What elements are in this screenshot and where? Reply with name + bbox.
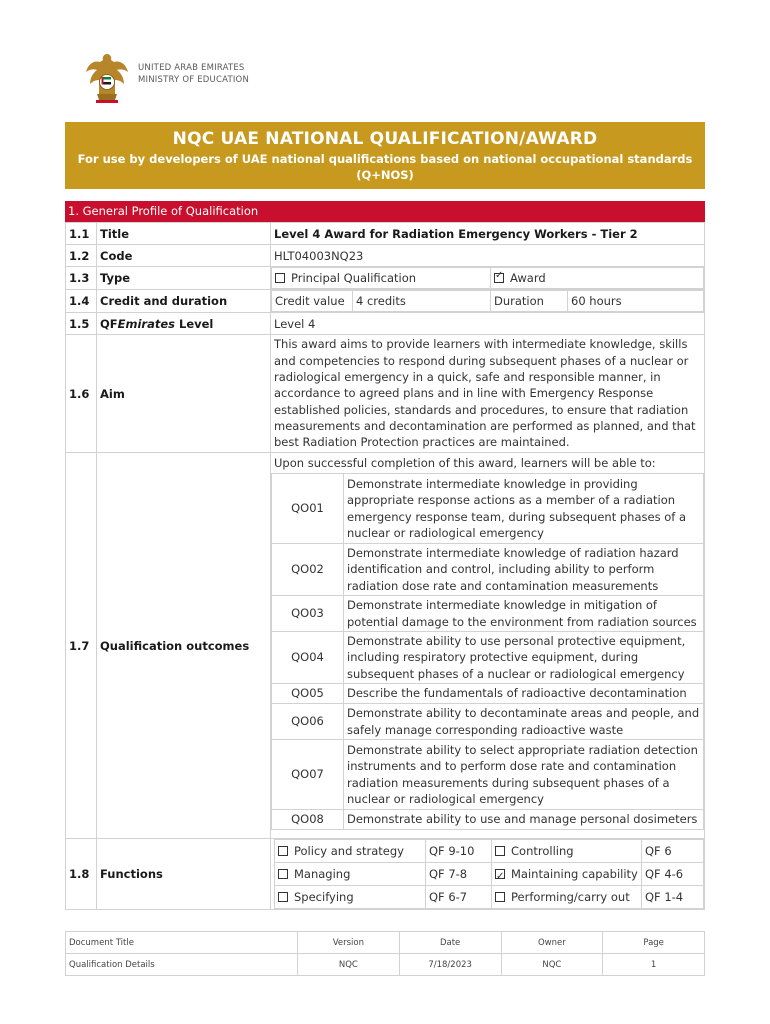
footer-value: Qualification Details <box>66 954 298 976</box>
outcome-code: QO06 <box>272 704 344 740</box>
outcomes-intro: Upon successful completion of this award, learners will be able to: <box>274 456 656 470</box>
outcome-code: QO08 <box>272 810 344 830</box>
row-number: 1.4 <box>66 290 97 313</box>
row-label: Title <box>97 223 271 245</box>
footer-header: Document Title <box>66 932 298 954</box>
row-label: Code <box>97 245 271 267</box>
row-functions <box>66 839 705 910</box>
outcome-row <box>272 810 704 830</box>
footer-header: Version <box>298 932 400 954</box>
row-number: 1.8 <box>66 839 97 910</box>
duration-label: Duration <box>491 291 568 312</box>
row-type <box>66 267 705 290</box>
aim-value: This award aims to provide learners with intermediate knowledge, skills and competencies to respond during subsequent phases of a nuclear or radiological emergency in a quick, safe and responsible manner, in accordance to agreed plans and in line with Emergency Response established policies, standards and procedures, to ensure that radiation measurements and decontamination are performed as planned, and that best Radiation Protection practices are maintained. <box>271 335 705 453</box>
row-number: 1.6 <box>66 335 97 453</box>
row-label: QFEmirates Level <box>97 313 271 335</box>
footer-value-row <box>66 954 705 976</box>
function-maintaining[interactable]: ✓ Maintaining capability <box>492 863 642 886</box>
outcome-code: QO07 <box>272 740 344 810</box>
row-number: 1.7 <box>66 453 97 839</box>
checkbox-unchecked-icon[interactable] <box>275 273 285 283</box>
checkbox-checked-icon[interactable] <box>494 273 504 283</box>
outcome-text: Demonstrate ability to use and manage personal dosimeters <box>344 810 704 830</box>
title-value: Level 4 Award for Radiation Emergency Workers - Tier 2 <box>271 223 705 245</box>
qualification-profile-table <box>65 222 705 910</box>
checkbox-unchecked-icon[interactable] <box>278 846 288 856</box>
outcomes-table <box>271 473 704 830</box>
outcome-text: Demonstrate ability to select appropriate radiation detection instruments and to perform dose rate and contamination radiation measurements during subsequent phases of a nuclear or radiological emergency <box>344 740 704 810</box>
credit-label: Credit value <box>272 291 353 312</box>
function-qf: QF 4-6 <box>642 863 704 886</box>
title-banner <box>65 122 705 189</box>
function-qf: QF 9-10 <box>426 840 492 863</box>
row-outcomes <box>66 453 705 839</box>
outcome-row <box>272 596 704 632</box>
function-specifying[interactable]: Specifying <box>275 886 426 909</box>
function-performing[interactable]: Performing/carry out <box>492 886 642 909</box>
outcome-text: Demonstrate intermediate knowledge in providing appropriate response actions as a member of a radiation emergency response team, during subsequent phases of a nuclear or radiological emergency <box>344 474 704 544</box>
row-credit-duration <box>66 290 705 313</box>
row-number: 1.3 <box>66 267 97 290</box>
banner-subtitle: For use by developers of UAE national qualifications based on national occupational standards (Q+NOS) <box>77 152 693 182</box>
document-footer <box>65 931 705 976</box>
outcome-row <box>272 740 704 810</box>
outcome-text: Demonstrate ability to use personal protective equipment, including respiratory protective equipment, during subsequent phases of a nuclear or radiological emergency <box>344 632 704 684</box>
checkbox-unchecked-icon[interactable] <box>495 846 505 856</box>
functions-grid <box>274 839 704 909</box>
function-managing[interactable]: Managing <box>275 863 426 886</box>
row-label: Qualification outcomes <box>97 453 271 839</box>
checkbox-checked-icon[interactable] <box>495 869 505 879</box>
row-aim <box>66 335 705 453</box>
type-option-award[interactable]: ✓ Award <box>491 268 704 289</box>
outcome-row <box>272 632 704 684</box>
function-qf: QF 6 <box>642 840 704 863</box>
ministry-logo <box>84 50 284 108</box>
outcome-row <box>272 544 704 596</box>
outcome-code: QO03 <box>272 596 344 632</box>
outcome-code: QO05 <box>272 684 344 704</box>
outcome-text: Demonstrate intermediate knowledge in mitigation of potential damage to the environment from radiation sources <box>344 596 704 632</box>
footer-header: Owner <box>501 932 603 954</box>
footer-header: Page <box>603 932 705 954</box>
footer-value: 7/18/2023 <box>399 954 501 976</box>
function-controlling[interactable]: Controlling <box>492 840 642 863</box>
function-qf: QF 7-8 <box>426 863 492 886</box>
function-qf: QF 6-7 <box>426 886 492 909</box>
duration-value: 60 hours <box>568 291 704 312</box>
org-line1: UNITED ARAB EMIRATES <box>138 63 245 73</box>
qf-level-value: Level 4 <box>271 313 705 335</box>
function-qf: QF 1-4 <box>642 886 704 909</box>
outcome-row <box>272 704 704 740</box>
outcome-code: QO02 <box>272 544 344 596</box>
row-qf-level <box>66 313 705 335</box>
outcome-code: QO01 <box>272 474 344 544</box>
function-policy[interactable]: Policy and strategy <box>275 840 426 863</box>
banner-title: NQC UAE NATIONAL QUALIFICATION/AWARD <box>172 129 598 149</box>
row-label: Functions <box>97 839 271 910</box>
credit-value: 4 credits <box>353 291 491 312</box>
checkbox-unchecked-icon[interactable] <box>278 892 288 902</box>
outcome-text: Demonstrate intermediate knowledge of radiation hazard identification and control, including ability to perform radiation dose rate and contamination measurements <box>344 544 704 596</box>
row-code <box>66 245 705 267</box>
outcome-row <box>272 684 704 704</box>
footer-value: NQC <box>298 954 400 976</box>
footer-value: 1 <box>603 954 705 976</box>
outcome-text: Describe the fundamentals of radioactive decontamination <box>344 684 704 704</box>
row-number: 1.2 <box>66 245 97 267</box>
section-heading: 1. General Profile of Qualification <box>65 201 705 222</box>
type-option-principal[interactable]: Principal Qualification <box>272 268 491 289</box>
org-line2: MINISTRY OF EDUCATION <box>138 75 250 85</box>
outcome-text: Demonstrate ability to decontaminate areas and people, and safely manage corresponding radioactive waste <box>344 704 704 740</box>
row-number: 1.5 <box>66 313 97 335</box>
row-label: Aim <box>97 335 271 453</box>
outcome-row <box>272 474 704 544</box>
row-label: Credit and duration <box>97 290 271 313</box>
footer-value: NQC <box>501 954 603 976</box>
row-number: 1.1 <box>66 223 97 245</box>
outcome-code: QO04 <box>272 632 344 684</box>
checkbox-unchecked-icon[interactable] <box>495 892 505 902</box>
ministry-name <box>138 62 249 86</box>
footer-header-row <box>66 932 705 954</box>
uae-emblem-icon <box>84 50 130 108</box>
row-title <box>66 223 705 245</box>
code-value: HLT04003NQ23 <box>271 245 705 267</box>
footer-header: Date <box>399 932 501 954</box>
checkbox-unchecked-icon[interactable] <box>278 869 288 879</box>
row-label: Type <box>97 267 271 290</box>
